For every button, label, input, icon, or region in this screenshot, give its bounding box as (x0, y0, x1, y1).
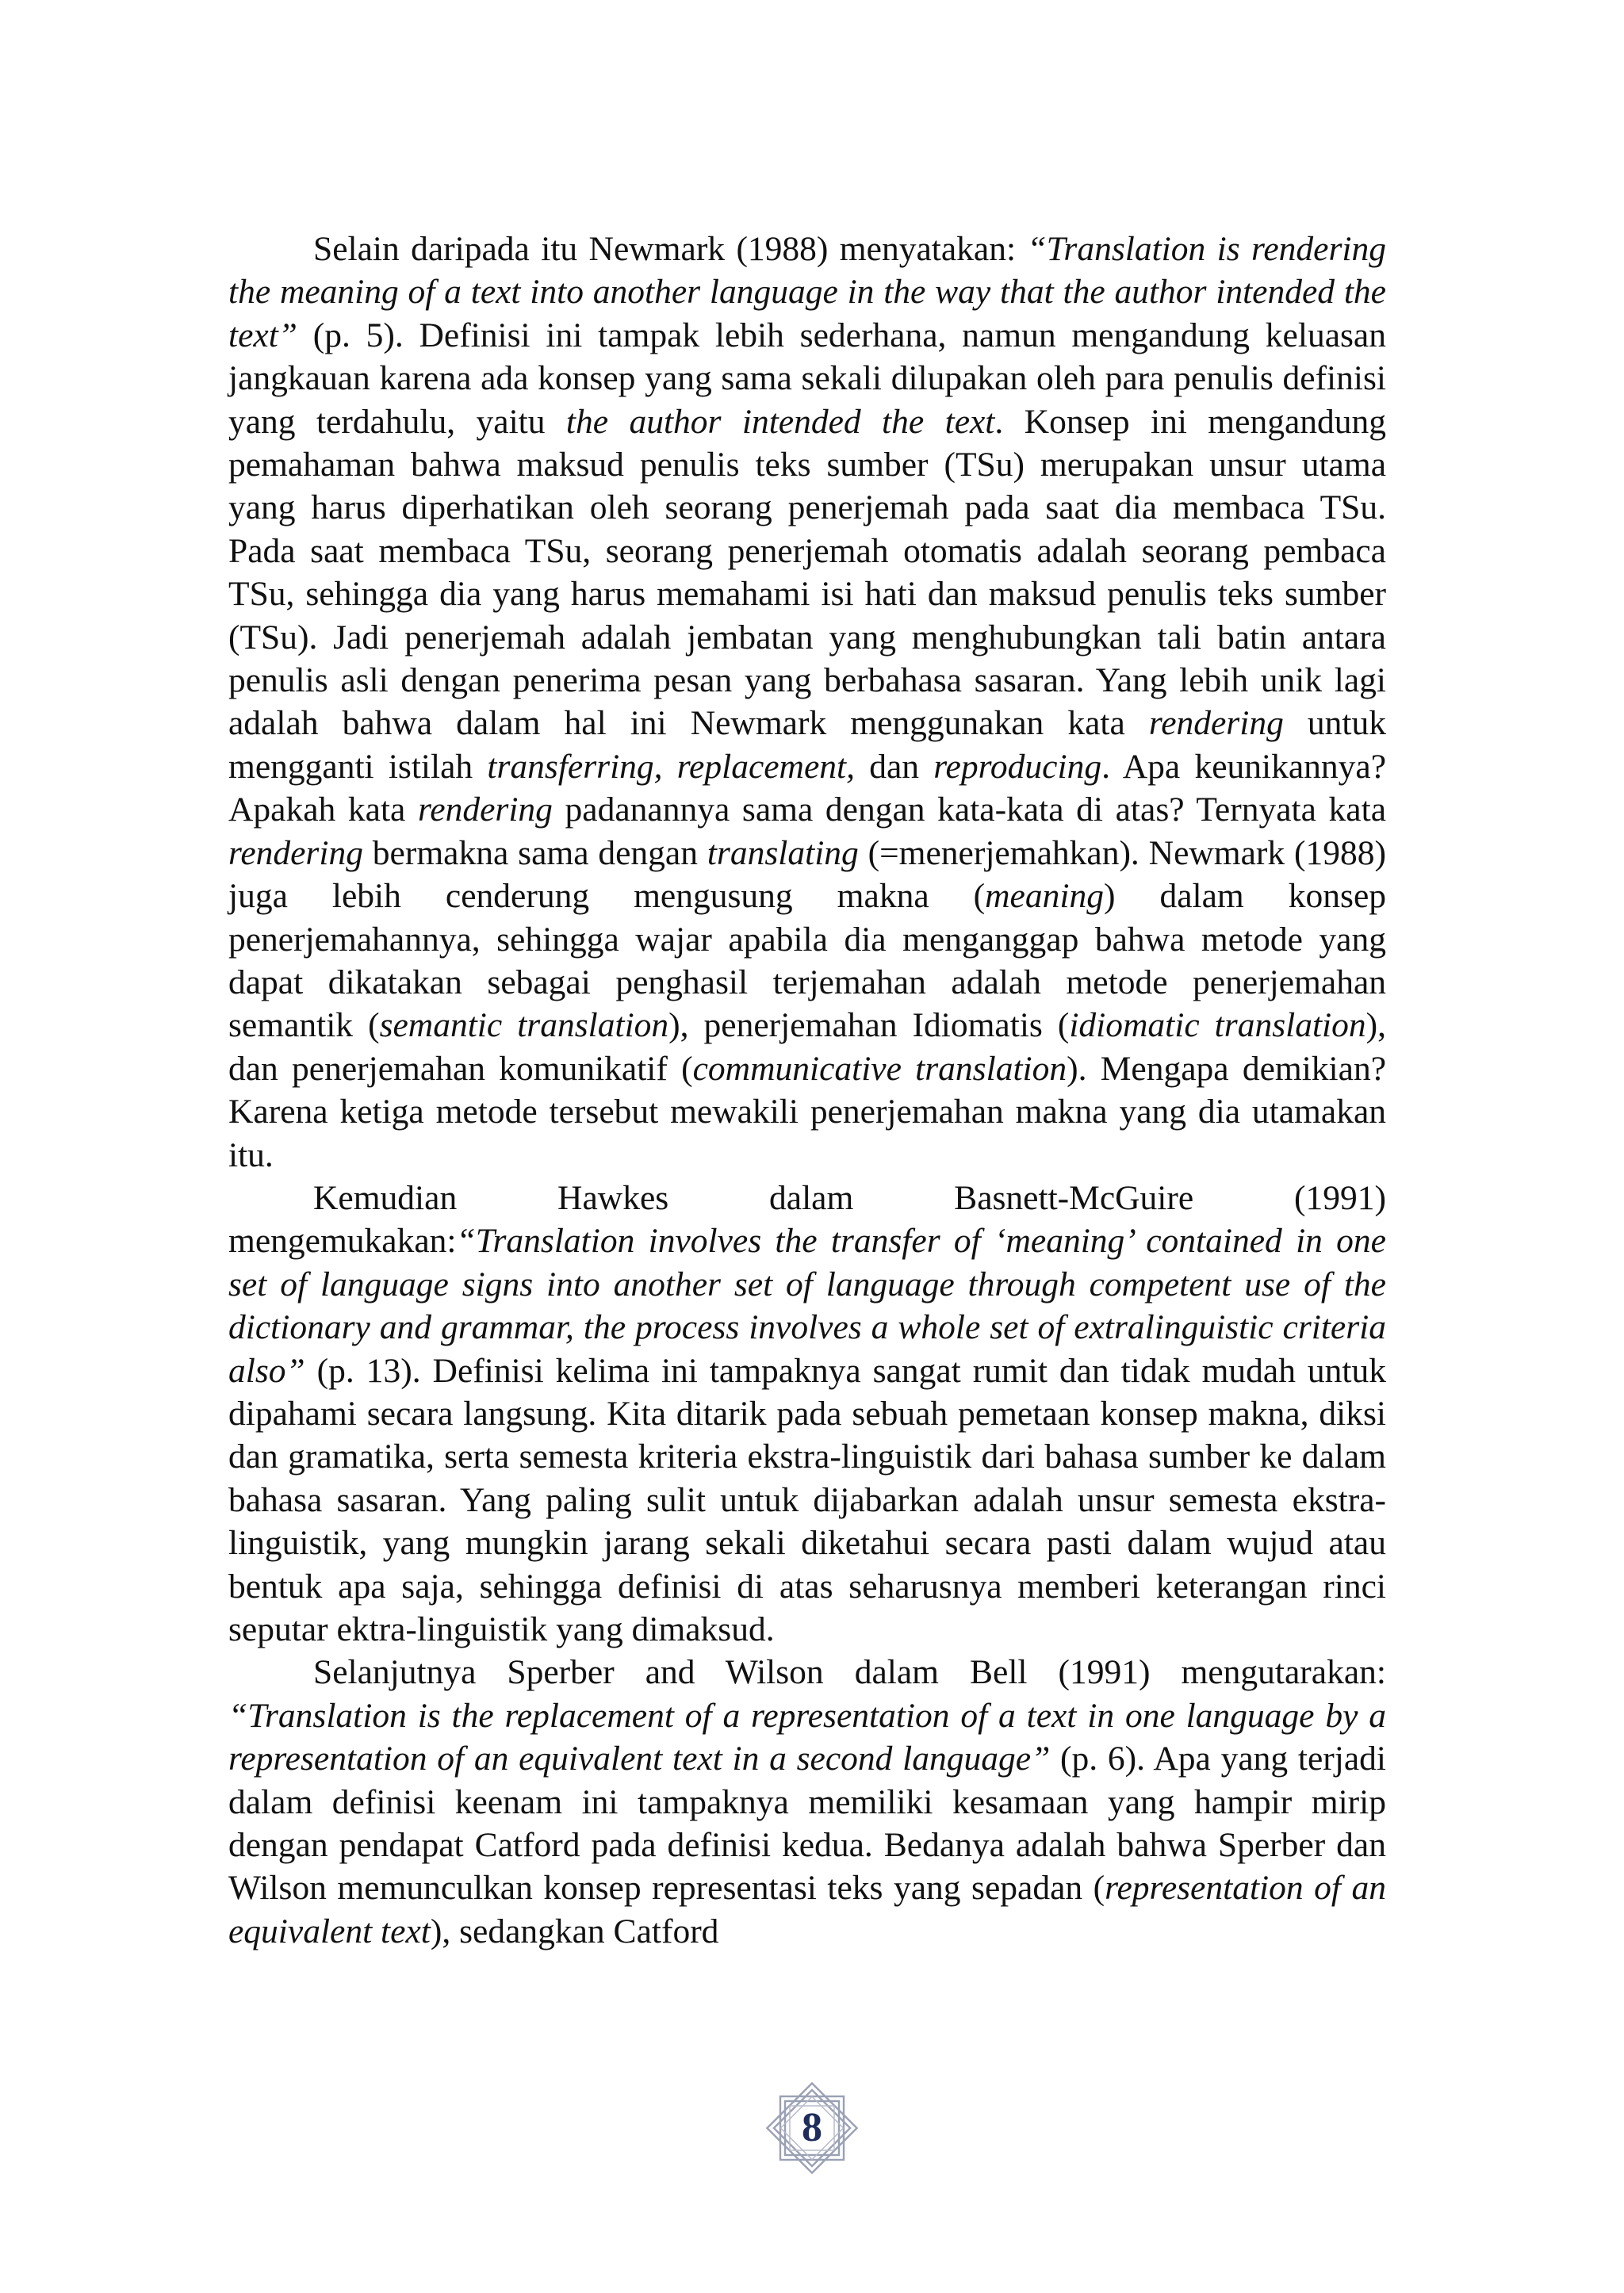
text-segment: (p. 13). Definisi kelima ini tampaknya sangat rumit dan tidak mudah untuk dipahami secara langsung. Kita ditarik pada sebuah pemetaan konsep makna, diksi dan gramatika, serta semesta kriteria ekstra-linguistik dari bahasa sumber ke dalam bahasa sasaran. Yang paling sulit untuk dijabarkan adalah unsur semesta ekstra-linguistik, yang mungkin jarang sekali diketahui secara pasti dalam wujud atau bentuk apa saja, sehingga definisi di atas seharusnya memberi keterangan rinci seputar ektra-linguistik yang dimaksud. (228, 1351, 1386, 1648)
italic-text-segment: idiomatic translation (1069, 1006, 1366, 1045)
body-paragraph (228, 1651, 1386, 1953)
text-segment: bermakna sama dengan (362, 833, 707, 872)
page-number: 8 (802, 2105, 822, 2150)
italic-text-segment: “Translation is rendering the meaning of a text into another language in the way that the author intended the text” (228, 230, 1386, 354)
text-segment: Selain daripada itu Newmark (1988) menyatakan: (313, 230, 1028, 268)
text-segment: ), dan penerjemahan komunikatif ( (228, 1006, 1387, 1088)
text-segment: . Konsep ini mengandung pemahaman bahwa maksud penulis teks sumber (TSu) merupakan unsur utama yang harus diperhatikan oleh seorang penerjemah pada saat dia membaca TSu. Pada saat membaca TSu, seorang penerjemah otomatis adalah seorang pembaca TSu, sehingga dia yang harus memahami isi hati dan maksud penulis teks sumber (TSu). Jadi penerjemah adalah jembatan yang menghubungkan tali batin antara penulis asli dengan penerima pesan yang berbahasa sasaran. Yang lebih unik lagi adalah bahwa dalam hal ini Newmark menggunakan kata (228, 402, 1387, 743)
italic-text-segment: the author intended the text (565, 402, 995, 441)
body-paragraph (228, 228, 1386, 1177)
italic-text-segment: representation of an equivalent text (228, 1869, 1386, 1950)
document-body (228, 228, 1386, 1953)
italic-text-segment: transferring, replacement, (487, 747, 855, 786)
body-paragraph (228, 1177, 1386, 1651)
text-segment: dan (855, 747, 934, 786)
text-segment: (p. 5). Definisi ini tampak lebih sederhana, namun mengandung keluasan jangkauan karena ada konsep yang sama sekali dilupakan oleh para penulis definisi yang terdahulu, yaitu (228, 316, 1386, 441)
text-segment: . Apa keunikannya? Apakah kata (228, 747, 1387, 829)
text-segment: ), penerjemahan Idiomatis ( (668, 1006, 1070, 1045)
italic-text-segment: rendering (1148, 704, 1284, 743)
text-segment: Selanjutnya Sperber and Wilson dalam Bell (1991) mengutarakan: (313, 1653, 1386, 1692)
text-segment: untuk mengganti istilah (228, 704, 1386, 786)
text-segment: ) dalam konsep penerjemahannya, sehingga wajar apabila dia menganggap bahwa metode yang dapat dikatakan sebagai penghasil terjemahan adalah metode penerjemahan semantik ( (228, 877, 1386, 1045)
italic-text-segment: translating (707, 833, 859, 872)
italic-text-segment: “Translation is the replacement of a representation of a text in one language by a representation of an equivalent text in a second language” (228, 1696, 1386, 1778)
italic-text-segment: “Translation involves the transfer of ‘meaning’ contained in one set of language signs into another set of language through competent use of the dictionary and grammar, the process involves a whole set of extralinguistic criteria also” (228, 1222, 1386, 1390)
text-segment: ). Mengapa demikian? Karena ketiga metode tersebut mewakili penerjemahan makna yang dia utamakan itu. (228, 1049, 1387, 1174)
italic-text-segment: rendering (228, 833, 363, 872)
text-segment: (=menerjemahkan). Newmark (1988) juga lebih cenderung mengusung makna ( (228, 833, 1386, 916)
italic-text-segment: rendering (417, 790, 553, 829)
italic-text-segment: semantic translation (379, 1006, 669, 1045)
text-segment: padanannya sama dengan kata-kata di atas? Ternyata kata (552, 790, 1386, 829)
text-segment: ), sedangkan Catford (430, 1912, 719, 1950)
text-segment: Kemudian Hawkes dalam Basnett-McGuire (1991) mengemukakan: (228, 1178, 1386, 1261)
italic-text-segment: communicative translation (692, 1049, 1067, 1088)
italic-text-segment: meaning (985, 877, 1104, 916)
text-segment: (p. 6). Apa yang terjadi dalam definisi keenam ini tampaknya memiliki kesamaan yang hampir mirip dengan pendapat Catford pada definisi kedua. Bedanya adalah bahwa Sperber dan Wilson memunculkan konsep representasi teks yang sepadan ( (228, 1740, 1386, 1908)
italic-text-segment: reproducing (933, 747, 1102, 786)
page-footer (761, 2077, 863, 2179)
